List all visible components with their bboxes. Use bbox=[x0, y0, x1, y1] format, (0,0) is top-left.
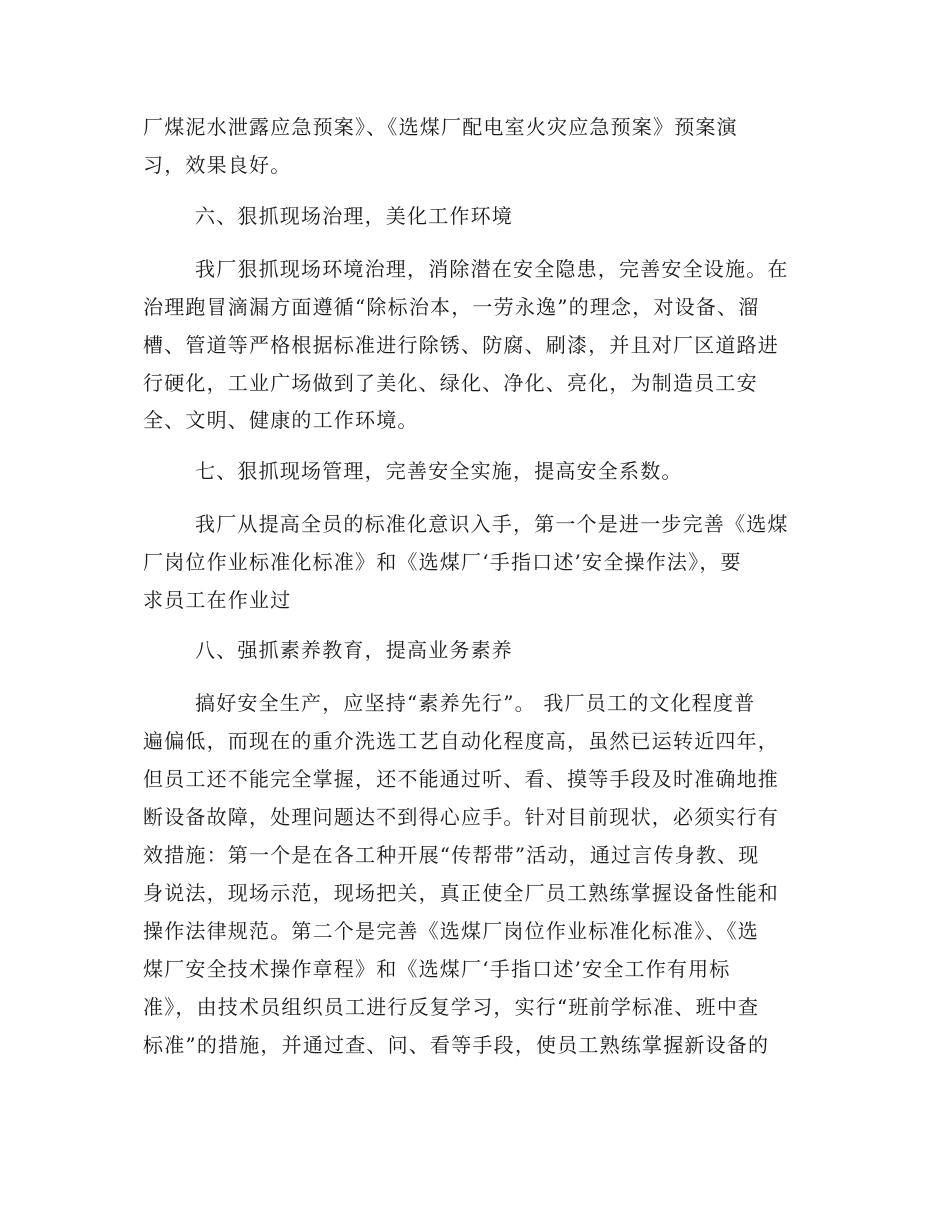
paragraph-line: 搞好安全生产，应坚持“素养先行”。 我厂员工的文化程度普 bbox=[195, 691, 756, 715]
paragraph-line: 遍偏低，而现在的重介洗选工艺自动化程度高，虽然已运转近四年， bbox=[143, 729, 779, 753]
paragraph-line: 身说法，现场示范，现场把关，真正使全厂员工熟练掌握设备性能和 bbox=[143, 881, 779, 905]
paragraph-line: 治理跑冒滴漏方面遵循“除标治本，一劳永逸”的理念，对设备、溜 bbox=[143, 295, 760, 319]
paragraph-line: 煤厂安全技术操作章程》和《选煤厂‘手指口述’安全工作有用标 bbox=[143, 957, 731, 981]
paragraph-line: 准》，由技术员组织员工进行反复学习，实行“班前学标准、班中查 bbox=[143, 995, 760, 1019]
paragraph-line: 断设备故障，处理问题达不到得心应手。针对目前现状，必须实行有 bbox=[143, 805, 779, 829]
paragraph-line: 习，效果良好。 bbox=[143, 153, 292, 177]
paragraph-line: 求员工在作业过 bbox=[143, 588, 292, 612]
paragraph-line: 标准”的措施，并通过查、问、看等手段，使员工熟练掌握新设备的 bbox=[143, 1033, 770, 1057]
paragraph-line: 但员工还不能完全掌握，还不能通过听、看、摸等手段及时准确地推 bbox=[143, 767, 779, 791]
section-heading-8: 八、强抓素养教育，提高业务素养 bbox=[195, 638, 513, 662]
paragraph-line: 槽、管道等严格根据标准进行除锈、防腐、刷漆，并且对厂区道路进 bbox=[143, 333, 779, 357]
paragraph-line: 全、文明、健康的工作环境。 bbox=[143, 408, 419, 432]
paragraph-line: 我厂从提高全员的标准化意识入手，第一个是进一步完善《选煤 bbox=[195, 512, 789, 536]
paragraph-line: 行硬化，工业广场做到了美化、绿化、净化、亮化，为制造员工安 bbox=[143, 371, 758, 395]
paragraph-line: 操作法律规范。第二个是完善《选煤厂岗位作业标准化标准》、《选 bbox=[143, 919, 759, 943]
paragraph-line: 效措施：第一个是在各工种开展“传帮带”活动，通过言传身教、现 bbox=[143, 843, 760, 867]
paragraph-line: 我厂狠抓现场环境治理，消除潜在安全隐患，完善安全设施。在 bbox=[195, 257, 789, 281]
section-heading-7: 七、狠抓现场管理，完善安全实施，提高安全系数。 bbox=[195, 459, 683, 483]
section-heading-6: 六、狠抓现场治理，美化工作环境 bbox=[195, 204, 513, 228]
paragraph-line: 厂煤泥水泄露应急预案》、《选煤厂配电室火灾应急预案》预案演 bbox=[143, 115, 738, 139]
paragraph-line: 厂岗位作业标准化标准》和《选煤厂‘手指口述’安全操作法》，要 bbox=[143, 550, 742, 574]
